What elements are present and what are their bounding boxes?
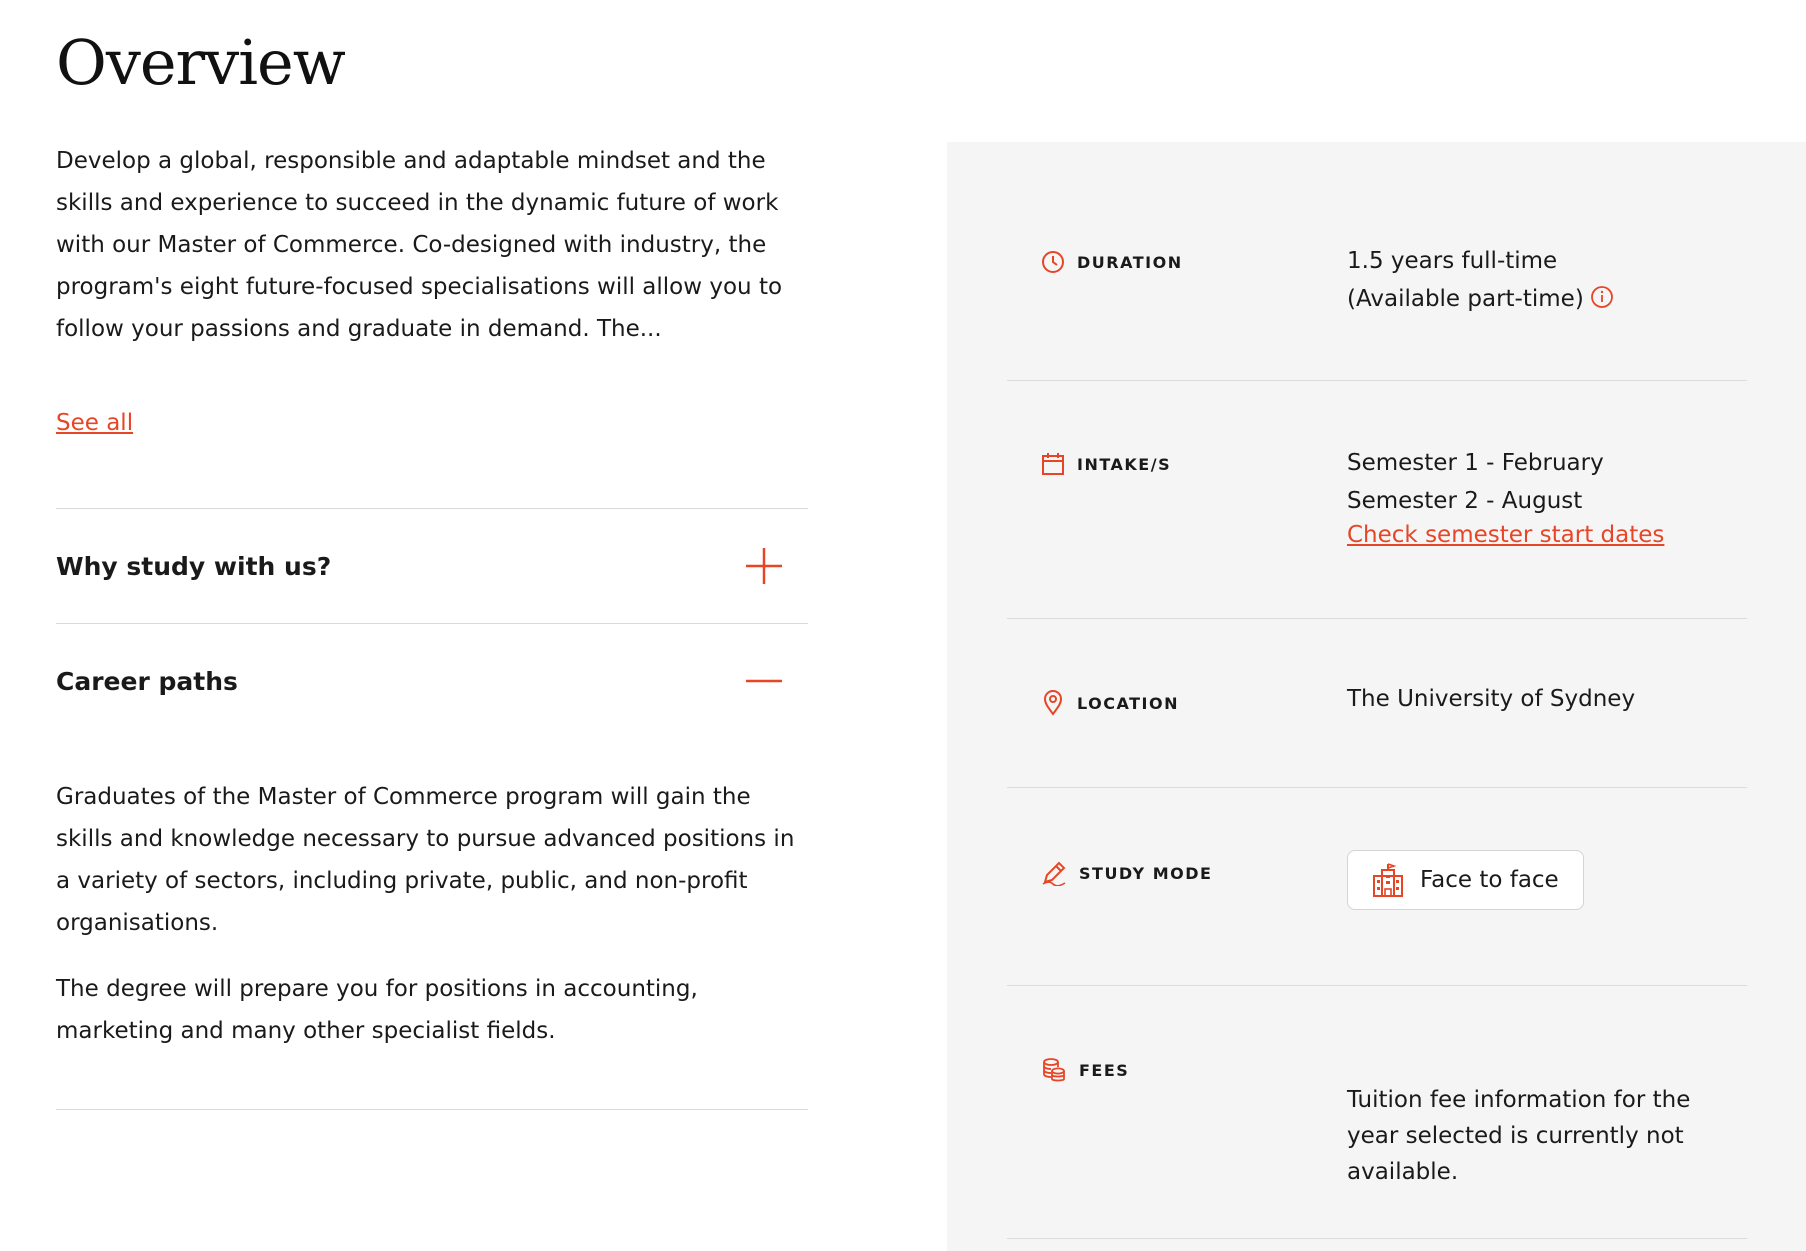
divider — [56, 1109, 808, 1110]
location-value: The University of Sydney — [1347, 686, 1636, 712]
intake-line: Semester 1 - February — [1347, 450, 1604, 476]
career-paths-paragraph: The degree will prepare you for positions in accounting, marketing and many other specialist fields. — [56, 976, 698, 1044]
study-mode-label-text: STUDY MODE — [1079, 863, 1213, 883]
divider — [1007, 618, 1747, 619]
intakes-label-text: INTAKE/S — [1077, 454, 1172, 474]
fees-value: Tuition fee information for the year selected is currently not available. — [1347, 1087, 1691, 1185]
duration-label-text: DURATION — [1077, 252, 1183, 272]
duration-value-line: 1.5 years full-time — [1347, 248, 1558, 274]
accordion-career-paths[interactable] — [56, 624, 808, 738]
divider — [1007, 1238, 1747, 1239]
plus-icon — [744, 546, 784, 586]
duration-value — [1347, 242, 1614, 318]
overview-intro: Develop a global, responsible and adaptable mindset and the skills and experience to succeed in the dynamic future of work with our Master of Commerce. Co-designed with industry, the program's eight future-focused specialisations will allow you to follow your passions and graduate in demand. The... — [56, 148, 783, 342]
location-pin-icon — [1041, 690, 1065, 716]
coins-icon — [1041, 1057, 1067, 1083]
divider — [1007, 787, 1747, 788]
career-paths-paragraph: Graduates of the Master of Commerce program will gain the skills and knowledge necessary to pursue advanced positions in a variety of sectors, including private, public, and non-profit organisations. — [56, 784, 795, 936]
building-icon — [1370, 862, 1406, 898]
course-details-panel — [947, 142, 1806, 1251]
pencil-icon — [1041, 860, 1067, 886]
study-mode-value — [1347, 850, 1584, 910]
location-label — [1041, 690, 1179, 716]
duration-value-line: (Available part-time) — [1347, 286, 1584, 312]
divider — [1007, 985, 1747, 986]
calendar-icon — [1041, 452, 1065, 476]
see-all-link[interactable]: See all — [56, 410, 134, 436]
divider — [1007, 380, 1747, 381]
clock-icon — [1041, 250, 1065, 274]
accordion-title: Career paths — [56, 666, 238, 696]
intakes-label — [1041, 452, 1171, 476]
check-semester-dates-link[interactable]: Check semester start dates — [1347, 522, 1665, 548]
location-label-text: LOCATION — [1077, 693, 1179, 713]
accordion-title: Why study with us? — [56, 551, 332, 581]
duration-label — [1041, 250, 1183, 274]
career-paths-content — [56, 776, 796, 1076]
intakes-value — [1347, 444, 1664, 550]
minus-icon — [744, 661, 784, 701]
fees-label-text: FEES — [1079, 1060, 1130, 1080]
info-icon[interactable] — [1590, 285, 1614, 309]
page-title: Overview — [56, 26, 345, 99]
fees-label — [1041, 1057, 1129, 1083]
study-mode-text: Face to face — [1420, 867, 1559, 893]
accordion-why-study[interactable] — [56, 509, 808, 623]
study-mode-label — [1041, 860, 1212, 886]
study-mode-pill — [1347, 850, 1584, 910]
intake-line: Semester 2 - August — [1347, 488, 1583, 514]
